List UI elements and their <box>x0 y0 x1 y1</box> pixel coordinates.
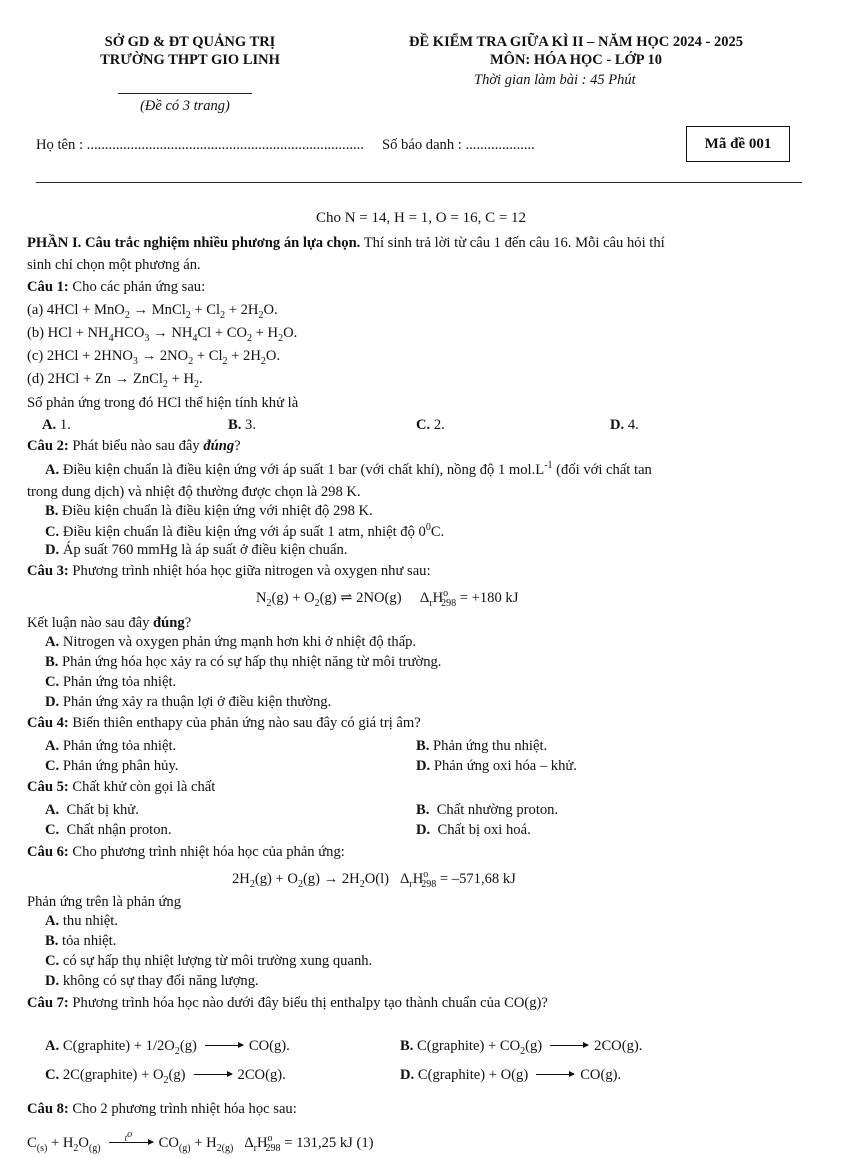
option-letter: D. <box>45 542 60 558</box>
part1-instr: Thí sinh trả lời từ câu 1 đến câu 16. Mỗi câu hỏi thí <box>360 235 665 251</box>
q2-emph: đúng <box>203 438 235 454</box>
q8-enthalpy: = 131,25 kJ (1) <box>284 1134 374 1151</box>
q5-stem <box>27 778 215 796</box>
q1-option-a[interactable] <box>42 417 71 434</box>
q5-option-c[interactable] <box>45 822 171 839</box>
option-text: Chất bị khử. <box>66 802 139 818</box>
q6-enthalpy: = –571,68 kJ <box>439 870 516 887</box>
part1-title: PHẦN I. Câu trắc nghiệm nhiều phương án lựa chọn. <box>27 235 361 251</box>
q4-option-a[interactable] <box>45 738 176 755</box>
atomic-masses: Cho N = 14, H = 1, O = 16, C = 12 <box>315 210 527 226</box>
long-arrow <box>109 1128 153 1143</box>
q1-label: Câu 1: <box>27 279 69 295</box>
option-sup: -1 <box>544 460 553 471</box>
option-text: Nitrogen và oxygen phản ứng mạnh hơn khi ở nhiệt độ thấp. <box>62 634 417 650</box>
q3-conclude <box>27 614 191 632</box>
q1-reaction-a: (a) 4HCl + MnO$_2$ → MnCl$_2$ + $Cl_2 + 2H_2O$. <box>27 302 278 321</box>
q3-option-d[interactable] <box>45 694 331 711</box>
q7-label: Câu 7: <box>27 995 69 1011</box>
option-text: Điều kiện chuẩn là điều kiện ứng với nhiệt độ 298 K. <box>62 503 373 519</box>
q6-option-c[interactable] <box>45 953 372 970</box>
q4-option-b[interactable] <box>416 738 547 755</box>
exam-time: Thời gian làm bài : 45 Phút <box>474 72 636 88</box>
q3-qmark: ? <box>184 615 192 631</box>
option-letter: A. <box>45 802 60 818</box>
option-text: Phản ứng tỏa nhiệt. <box>62 738 177 754</box>
arrow-condition: $t^o$ <box>124 1128 133 1143</box>
dept-name: SỞ GD & ĐT QUẢNG TRỊ <box>104 34 276 50</box>
option-text: Chất nhường proton. <box>436 802 559 818</box>
pages-note: (Đề có 3 trang) <box>140 98 230 114</box>
q7-stem <box>27 994 548 1012</box>
q7-text: Phương trình hóa học nào dưới đây biểu thị enthalpy tạo thành chuẩn của CO(g)? <box>68 995 548 1011</box>
header-divider-left <box>118 93 252 94</box>
option-text: Phản ứng thu nhiệt. <box>433 738 548 754</box>
q1-reaction-c: (c) $2HCl + 2HNO_3 \to 2NO_2 + Cl_2 + 2H_2O$. <box>27 348 281 367</box>
option-letter: B. <box>228 417 242 433</box>
option-text: có sự hấp thụ nhiệt lượng từ môi trường xung quanh. <box>62 953 373 969</box>
option-letter: D. <box>416 822 431 838</box>
option-text-end: C. <box>430 523 445 540</box>
q3-equation: $N_2(g) + O_2(g)$ ⇌ 2NO(g) $\Delta_rH^o_{298} = +180$ kJ <box>256 588 519 609</box>
option-letter: A. <box>45 738 60 754</box>
q4-text: Biến thiên enthapy của phản ứng nào sau đây có giá trị âm? <box>68 715 421 731</box>
option-letter: C. <box>45 523 60 540</box>
option-text: Phản ứng oxi hóa – khử. <box>433 758 577 774</box>
option-letter: C. <box>45 953 60 969</box>
option-letter: D. <box>45 973 60 989</box>
option-letter: C. <box>45 822 60 838</box>
option-letter: B. <box>416 802 430 818</box>
q3-text: Phương trình nhiệt hóa học giữa nitrogen và oxygen như sau: <box>68 563 431 579</box>
option-text: không có sự thay đổi năng lượng. <box>62 973 259 989</box>
enthalpy-symbol: $\Delta_rH^o_{298}$ <box>244 1133 281 1154</box>
q6-label: Câu 6: <box>27 844 69 860</box>
option-letter: B. <box>400 1038 414 1054</box>
part1-instr2: sinh chỉ chọn một phương án. <box>27 257 201 273</box>
option-text: 1. <box>59 417 71 433</box>
option-text-cont: (đối với chất tan <box>552 461 652 478</box>
option-letter: B. <box>45 503 59 519</box>
q2-option-d[interactable] <box>45 542 347 559</box>
option-text: Chất bị oxi hoá. <box>437 822 531 838</box>
option-letter: C. <box>45 758 60 774</box>
option-letter: C. <box>45 1067 60 1083</box>
q6-option-a[interactable] <box>45 913 118 930</box>
option-letter: D. <box>400 1067 415 1083</box>
option-letter: A. <box>45 461 60 478</box>
long-arrow <box>536 1074 574 1075</box>
q6-text: Cho phương trình nhiệt hóa học của phản ứng: <box>68 844 345 860</box>
long-arrow <box>205 1045 243 1046</box>
q1-stem2: Số phản ứng trong đó HCl thể hiện tính khử là <box>27 395 299 411</box>
option-text: Điều kiện chuẩn là điều kiện ứng với áp suất 1 atm, nhiệt độ 0 <box>62 523 426 540</box>
q2-option-b[interactable] <box>45 503 373 520</box>
option-letter: C. <box>45 674 60 690</box>
q5-option-a[interactable] <box>45 802 139 819</box>
q8-stem <box>27 1100 297 1118</box>
q3-stem <box>27 562 431 580</box>
option-letter: B. <box>416 738 430 754</box>
option-letter: D. <box>416 758 431 774</box>
exam-code: Mã đề 001 <box>704 135 772 152</box>
q5-text: Chất khử còn gọi là chất <box>68 779 216 795</box>
q1-reaction-b: (b) HCl + $NH_4HCO_3 \to NH_4Cl + CO_2 + H_2O$. <box>27 325 298 344</box>
q3-label: Câu 3: <box>27 563 69 579</box>
exam-code-box <box>686 126 790 162</box>
name-field: Họ tên : ............................................................................ <box>36 137 364 153</box>
exam-subject: MÔN: HÓA HỌC - LỚP 10 <box>490 52 662 68</box>
q1-option-d[interactable] <box>610 417 639 434</box>
option-text: Chất nhận proton. <box>66 822 172 838</box>
option-text: 4. <box>627 417 639 433</box>
q1-text: Cho các phản ứng sau: <box>68 279 206 295</box>
q1-option-c[interactable] <box>416 417 445 434</box>
q4-stem <box>27 714 421 732</box>
header-bottom-rule <box>36 182 802 183</box>
option-text: Phản ứng phân hủy. <box>62 758 179 774</box>
option-letter: B. <box>45 654 59 670</box>
q1-option-b[interactable] <box>228 417 256 434</box>
q5-option-d[interactable] <box>416 822 531 839</box>
q6-stem2: Phản ứng trên là phản ứng <box>27 894 182 910</box>
q4-option-c[interactable] <box>45 758 178 775</box>
q8-equation-1: $C_{(s)} + H_2O_{(g)}$ $t^o$ $CO_{(g)} + H_{2(g)}$ $\Delta_rH^o_{298} = 131,25$ kJ (1) <box>27 1128 374 1154</box>
option-sup: 0 <box>425 522 431 533</box>
option-letter: D. <box>610 417 625 433</box>
option-letter: B. <box>45 933 59 949</box>
q3-option-c[interactable] <box>45 674 176 691</box>
option-letter: A. <box>45 634 60 650</box>
q6-equation: $2H_2(g) + O_2(g) \to 2H_2O(l) \Delta_rH^o_{298} = -571,68$ kJ <box>232 869 516 890</box>
q8-text: Cho 2 phương trình nhiệt hóa học sau: <box>68 1101 297 1117</box>
q2-qmark: ? <box>234 438 241 454</box>
part1-heading <box>27 234 665 252</box>
q4-option-d[interactable] <box>416 758 577 775</box>
option-letter: C. <box>416 417 431 433</box>
q2-label: Câu 2: <box>27 438 69 454</box>
q1-stem <box>27 278 205 296</box>
q8-label: Câu 8: <box>27 1101 69 1117</box>
q2-option-a-cont: trong dung dịch) và nhiệt độ thường được chọn là 298 K. <box>27 484 361 500</box>
q3-conclude-text: Kết luận nào sau đây <box>27 615 154 631</box>
q4-label: Câu 4: <box>27 715 69 731</box>
option-text: Phản ứng xảy ra thuận lợi ở điều kiện thường. <box>62 694 332 710</box>
q6-stem <box>27 843 345 861</box>
q3-option-b[interactable] <box>45 654 441 671</box>
q3-enthalpy: = +180 kJ <box>459 589 519 606</box>
option-text: thu nhiệt. <box>62 913 118 929</box>
q1-reaction-d: (d) 2HCl + Zn → ZnCl$_2$ + $H_2$. <box>27 371 203 390</box>
q5-label: Câu 5: <box>27 779 69 795</box>
q2-option-a[interactable] <box>45 460 652 479</box>
q6-option-d[interactable] <box>45 973 259 990</box>
option-text: Phản ứng tỏa nhiệt. <box>62 674 177 690</box>
option-text: 2. <box>433 417 445 433</box>
option-text: Phản ứng hóa học xảy ra có sự hấp thụ nhiệt năng từ môi trường. <box>62 654 442 670</box>
long-arrow <box>194 1074 232 1075</box>
enthalpy-symbol: $\Delta_rH^o_{298}$ <box>419 588 457 609</box>
q3-option-a[interactable] <box>45 634 416 651</box>
option-text: tỏa nhiệt. <box>62 933 117 949</box>
q7-option-d[interactable]: D. C(graphite) + O(g) CO(g). <box>400 1067 622 1083</box>
option-letter: A. <box>45 913 60 929</box>
option-letter: A. <box>42 417 57 433</box>
id-field: Số báo danh : ................... <box>382 137 535 153</box>
q5-option-b[interactable] <box>416 802 558 819</box>
option-text: Áp suất 760 mmHg là áp suất ở điều kiện chuẩn. <box>62 542 348 558</box>
q7-option-a[interactable]: A. C(graphite) + $1/2O_2(g)$ CO(g). <box>45 1038 290 1057</box>
q3-emph: đúng <box>153 615 185 631</box>
option-text: Điều kiện chuẩn là điều kiện ứng với áp suất 1 bar (với chất khí), nồng độ 1 mol.L <box>62 461 545 478</box>
option-letter: A. <box>45 1038 60 1054</box>
q2-stem <box>27 437 241 455</box>
long-arrow <box>550 1045 588 1046</box>
q7-option-b[interactable]: B. C(graphite) + $CO_2(g)$ 2CO(g). <box>400 1038 643 1057</box>
option-text: 3. <box>245 417 256 433</box>
option-letter: D. <box>45 694 60 710</box>
school-name: TRƯỜNG THPT GIO LINH <box>100 52 280 68</box>
q2-option-c[interactable] <box>45 522 444 541</box>
q6-option-b[interactable] <box>45 933 116 950</box>
q7-option-c[interactable]: C. 2C(graphite) + $O_2(g)$ 2CO(g). <box>45 1067 286 1086</box>
enthalpy-symbol: $\Delta_rH^o_{298}$ <box>399 869 437 890</box>
exam-title: ĐỀ KIỂM TRA GIỮA KÌ II – NĂM HỌC 2024 - 2025 <box>409 34 743 50</box>
q2-text: Phát biểu nào sau đây <box>68 438 204 454</box>
